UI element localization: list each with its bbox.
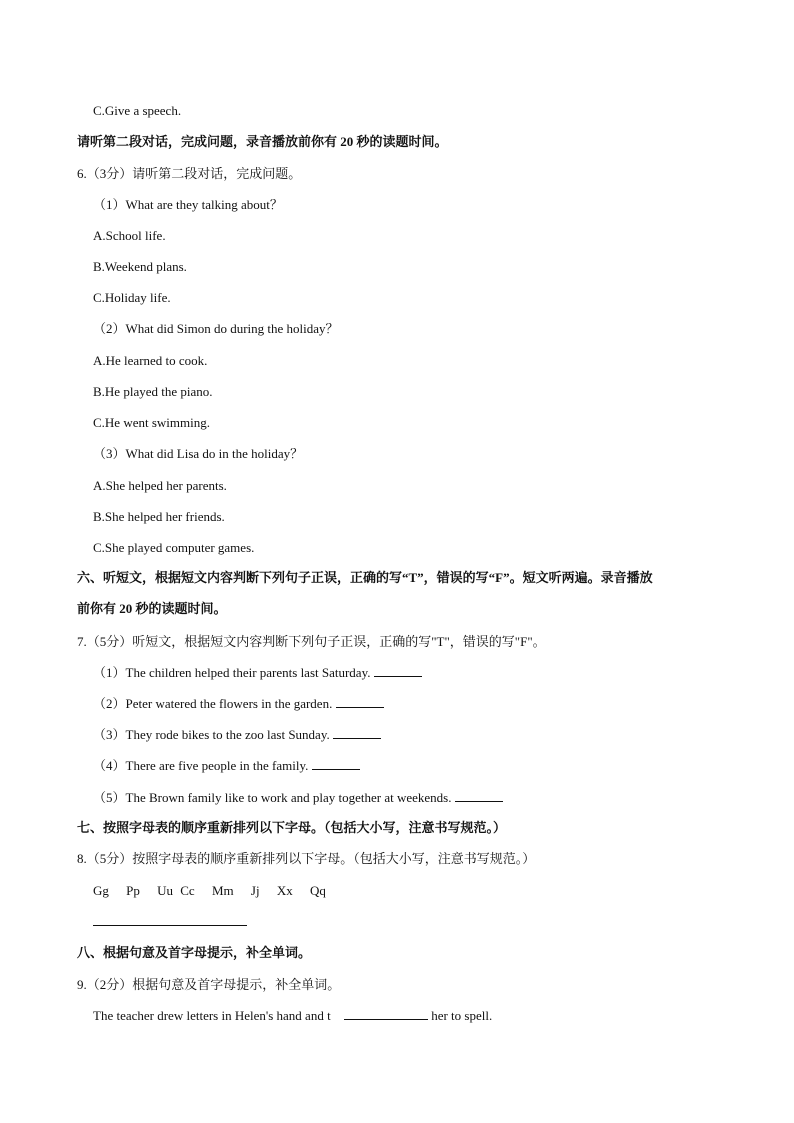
q7-answer-blank-5[interactable] — [455, 790, 503, 802]
q7-answer-blank-1[interactable] — [374, 665, 422, 677]
q7-answer-blank-2[interactable] — [336, 696, 384, 708]
q7-answer-blank-4[interactable] — [312, 758, 360, 770]
letter-pair: Cc — [180, 883, 195, 898]
q7-stem: 7.（5分）听短文，根据短文内容判断下列句子正误，正确的写"T"，错误的写"F"。 — [77, 634, 546, 649]
q6-sub3-option-a: A.She helped her parents. — [93, 478, 227, 493]
q9-answer-blank[interactable] — [344, 1008, 428, 1020]
q6-sub2-option-a: A.He learned to cook. — [93, 353, 208, 368]
letter-pair: Gg — [93, 883, 109, 898]
q8-stem: 8.（5分）按照字母表的顺序重新排列以下字母。（包括大小写，注意书写规范。） — [77, 851, 536, 866]
q9-stem: 9.（2分）根据句意及首字母提示，补全单词。 — [77, 977, 341, 992]
q8-letter-list — [93, 883, 340, 899]
part6-heading-line2: 前你有 20 秒的读题时间。 — [77, 601, 227, 616]
part5-instruction: 请听第二段对话，完成问题，录音播放前你有 20 秒的读题时间。 — [77, 134, 448, 149]
q7-item-3: （3）They rode bikes to the zoo last Sunday. — [93, 727, 381, 743]
q7-item-1: （1）The children helped their parents last Saturday. — [93, 665, 422, 681]
q8-answer-line[interactable] — [93, 925, 247, 926]
q6-sub3-question: （3）What did Lisa do in the holiday？ — [93, 446, 304, 461]
part8-heading: 八、根据句意及首字母提示，补全单词。 — [77, 945, 312, 960]
q6-sub2-option-c: C.He went swimming. — [93, 415, 210, 430]
letter-pair: Qq — [309, 883, 326, 898]
q5-option-c: C.Give a speech. — [93, 103, 182, 118]
q9-sentence: The teacher drew letters in Helen's hand and t her to spell. — [93, 1008, 493, 1023]
q6-stem: 6.（3分）请听第二段对话，完成问题。 — [77, 166, 302, 181]
q7-item-5: （5）The Brown family like to work and play together at weekends. — [93, 790, 503, 806]
letter-pair: Xx — [276, 883, 293, 898]
q6-sub2-option-b: B.He played the piano. — [93, 384, 213, 399]
letter-pair: Mm — [211, 883, 234, 898]
part6-heading-line1: 六、听短文，根据短文内容判断下列句子正误，正确的写“T”，错误的写“F”。短文听两遍。录音播放 — [77, 570, 653, 585]
letter-pair: Pp — [126, 883, 140, 898]
q6-sub3-option-b: B.She helped her friends. — [93, 509, 225, 524]
q6-sub3-option-c: C.She played computer games. — [93, 540, 255, 555]
q6-sub1-option-a: A.School life. — [93, 228, 166, 243]
q6-sub1-option-b: B.Weekend plans. — [93, 259, 187, 274]
q7-item-4: （4）There are five people in the family. — [93, 758, 360, 774]
part7-heading: 七、按照字母表的顺序重新排列以下字母。（包括大小写，注意书写规范。） — [77, 820, 507, 835]
q7-item-2: （2）Peter watered the flowers in the garden. — [93, 696, 384, 712]
letter-pair: Uu — [157, 883, 174, 898]
q6-sub1-option-c: C.Holiday life. — [93, 290, 171, 305]
letter-pair: Jj — [250, 883, 260, 898]
q6-sub1-question: （1）What are they talking about？ — [93, 197, 283, 212]
q6-sub2-question: （2）What did Simon do during the holiday？ — [93, 321, 339, 336]
q7-answer-blank-3[interactable] — [333, 727, 381, 739]
